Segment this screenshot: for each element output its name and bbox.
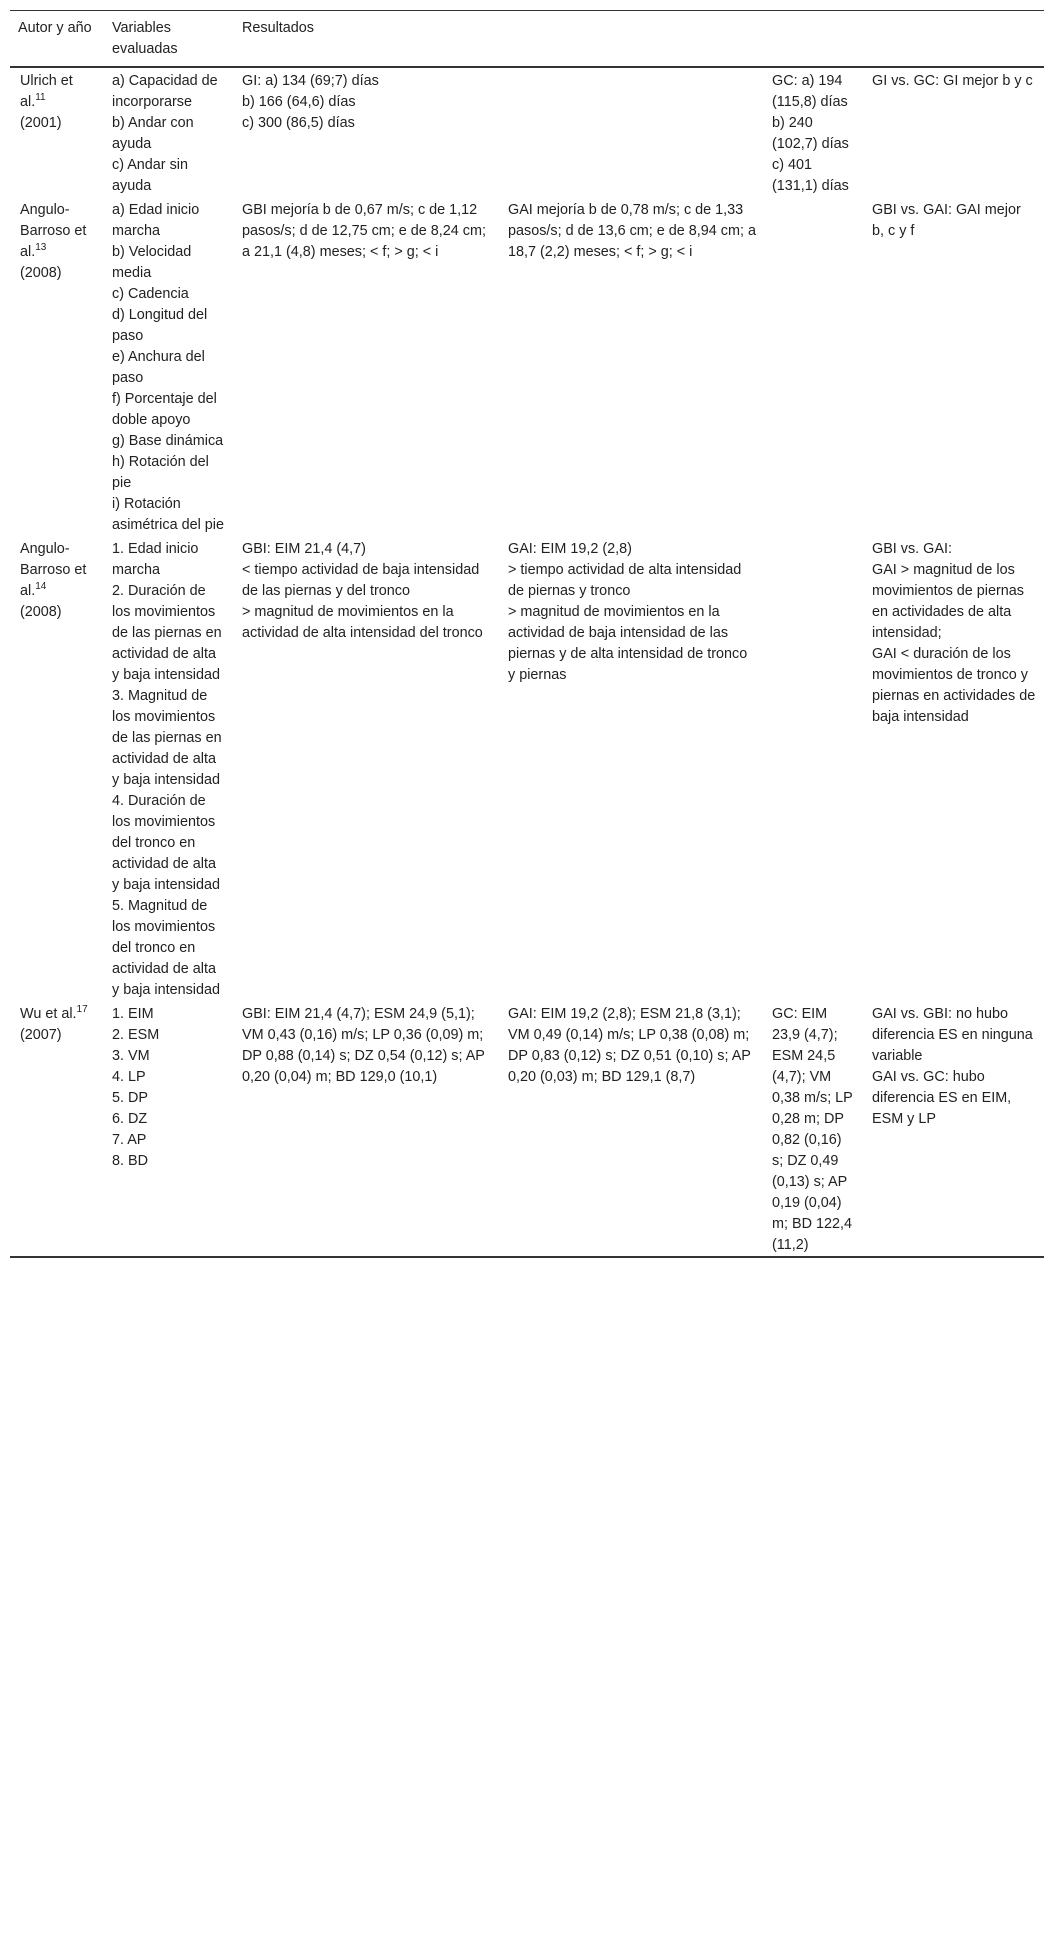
cell-line: 1. Edad inicio marcha (112, 541, 199, 578)
author-cell (10, 67, 104, 197)
cell-line: GAI vs. GC: hubo diferencia ES en EIM, ESM y LP (872, 1069, 1012, 1127)
cell-line: 6. DZ (112, 1111, 148, 1127)
cell-line: c) Cadencia (112, 286, 189, 302)
table-row (10, 67, 1044, 197)
author-year: (2001) (20, 115, 62, 131)
reference-number: 11 (35, 92, 46, 104)
cell-line: c) 401 (131,1) días (772, 157, 849, 194)
cell-line: GI: a) 134 (69;7) días (242, 73, 379, 89)
variables-cell (104, 536, 234, 1001)
cell-line: 1. EIM (112, 1006, 154, 1022)
cell-line: GBI mejoría b de 0,67 m/s; c de 1,12 pasos/s; d de 12,75 cm; e de 8,24 cm; a 21,1 (4,8) meses; < f; > g; < i (242, 202, 486, 260)
results-group3-cell (764, 67, 864, 197)
cell-line: GAI: EIM 19,2 (2,8); ESM 21,8 (3,1); VM 0,49 (0,14) m/s; LP 0,38 (0,08) m; DP 0,83 (0,12) s; DZ 0,51 (0,10) s; AP 0,20 (0,03) m; BD 129,1 (8,7) (508, 1006, 751, 1085)
cell-line: 4. LP (112, 1069, 146, 1085)
author-name: Angulo-Barroso et al. (20, 202, 87, 260)
cell-line: < tiempo actividad de baja intensidad de las piernas y del tronco (242, 562, 480, 599)
author-year: (2008) (20, 265, 62, 281)
variables-cell (104, 197, 234, 536)
cell-line: GAI mejoría b de 0,78 m/s; c de 1,33 pasos/s; d de 13,6 cm; e de 8,94 cm; a 18,7 (2,2) meses; < f; > g; < i (508, 202, 756, 260)
cell-line: GAI < duración de los movimientos de tronco y piernas en actividades de baja intensidad (872, 646, 1036, 725)
cell-line: 3. Magnitud de los movimientos de las piernas en actividad de alta y baja intensidad (112, 688, 222, 788)
cell-line: b) Velocidad media (112, 244, 192, 281)
cell-line: > magnitud de movimientos en la actividad de alta intensidad del tronco (242, 604, 483, 641)
cell-line: 5. DP (112, 1090, 148, 1106)
cell-line: GAI > magnitud de los movimientos de piernas en actividades de alta intensidad; (872, 562, 1024, 641)
results-group3-cell (764, 1001, 864, 1257)
results-group1-cell (234, 197, 500, 536)
header-row (10, 11, 1044, 68)
reference-number: 14 (35, 581, 47, 593)
results-group2-cell (500, 1001, 764, 1257)
cell-line: b) 240 (102,7) días (772, 115, 849, 152)
author-name: Ulrich et al. (20, 73, 73, 110)
results-group2-cell (500, 67, 764, 197)
cell-line: b) 166 (64,6) días (242, 94, 356, 110)
results-group1-cell (234, 67, 500, 197)
cell-line: f) Porcentaje del doble apoyo (112, 391, 217, 428)
author-cell (10, 197, 104, 536)
author-cell (10, 1001, 104, 1257)
comparison-cell (864, 536, 1044, 1001)
header-variables: Variables evaluadas (112, 20, 178, 57)
header-results: Resultados (242, 20, 314, 36)
cell-line: GBI: EIM 21,4 (4,7) (242, 541, 366, 557)
cell-line: 2. Duración de los movimientos de las piernas en actividad de alta y baja intensidad (112, 583, 222, 683)
cell-line: e) Anchura del paso (112, 349, 205, 386)
reference-number: 13 (35, 242, 47, 254)
cell-line: GC: EIM 23,9 (4,7); ESM 24,5 (4,7); VM 0,38 m/s; LP 0,28 m; DP 0,82 (0,16) s; DZ 0,49 (0,13) s; AP 0,19 (0,04) m; BD 122,4 (11,2) (772, 1006, 853, 1253)
cell-line: b) Andar con ayuda (112, 115, 194, 152)
author-name: Wu et al. (20, 1006, 77, 1022)
comparison-cell (864, 1001, 1044, 1257)
results-group1-cell (234, 1001, 500, 1257)
header-empty (864, 11, 1044, 68)
cell-line: 5. Magnitud de los movimientos del tronco en actividad de alta y baja intensidad (112, 898, 221, 998)
variables-cell (104, 67, 234, 197)
results-group2-cell (500, 197, 764, 536)
cell-line: c) 300 (86,5) días (242, 115, 355, 131)
comparison-cell (864, 67, 1044, 197)
table-row (10, 536, 1044, 1001)
results-group3-cell (764, 197, 864, 536)
results-group3-cell (764, 536, 864, 1001)
results-table (10, 10, 1044, 1258)
cell-line: i) Rotación asimétrica del pie (112, 496, 224, 533)
results-group2-cell (500, 536, 764, 1001)
cell-line: GBI vs. GAI: GAI mejor b, c y f (872, 202, 1021, 239)
results-group1-cell (234, 536, 500, 1001)
author-year: (2007) (20, 1027, 62, 1043)
cell-line: GAI vs. GBI: no hubo diferencia ES en ninguna variable (872, 1006, 1033, 1064)
cell-line: 2. ESM (112, 1027, 160, 1043)
table-row (10, 1001, 1044, 1257)
cell-line: d) Longitud del paso (112, 307, 208, 344)
cell-line: a) Capacidad de incorporarse (112, 73, 218, 110)
cell-line: 8. BD (112, 1153, 148, 1169)
cell-line: GI vs. GC: GI mejor b y c (872, 73, 1033, 89)
header-empty (764, 11, 864, 68)
header-empty (500, 11, 764, 68)
table-row (10, 197, 1044, 536)
cell-line: h) Rotación del pie (112, 454, 209, 491)
header-author: Autor y año (18, 20, 92, 36)
cell-line: c) Andar sin ayuda (112, 157, 188, 194)
cell-line: GAI: EIM 19,2 (2,8) (508, 541, 632, 557)
cell-line: 3. VM (112, 1048, 150, 1064)
cell-line: 7. AP (112, 1132, 147, 1148)
variables-cell (104, 1001, 234, 1257)
author-year: (2008) (20, 604, 62, 620)
author-name: Angulo-Barroso et al. (20, 541, 87, 599)
cell-line: g) Base dinámica (112, 433, 224, 449)
cell-line: GBI vs. GAI: (872, 541, 952, 557)
cell-line: GC: a) 194 (115,8) días (772, 73, 848, 110)
cell-line: > magnitud de movimientos en la actividad de baja intensidad de las piernas y de alta intensidad de tronco y piernas (508, 604, 748, 683)
cell-line: 4. Duración de los movimientos del tronco en actividad de alta y baja intensidad (112, 793, 221, 893)
cell-line: > tiempo actividad de alta intensidad de piernas y tronco (508, 562, 742, 599)
reference-number: 17 (76, 1004, 88, 1016)
author-cell (10, 536, 104, 1001)
cell-line: GBI: EIM 21,4 (4,7); ESM 24,9 (5,1); VM 0,43 (0,16) m/s; LP 0,36 (0,09) m; DP 0,88 (0,14) s; DZ 0,54 (0,12) s; AP 0,20 (0,04) m; BD 129,0 (10,1) (242, 1006, 485, 1085)
comparison-cell (864, 197, 1044, 536)
cell-line: a) Edad inicio marcha (112, 202, 200, 239)
